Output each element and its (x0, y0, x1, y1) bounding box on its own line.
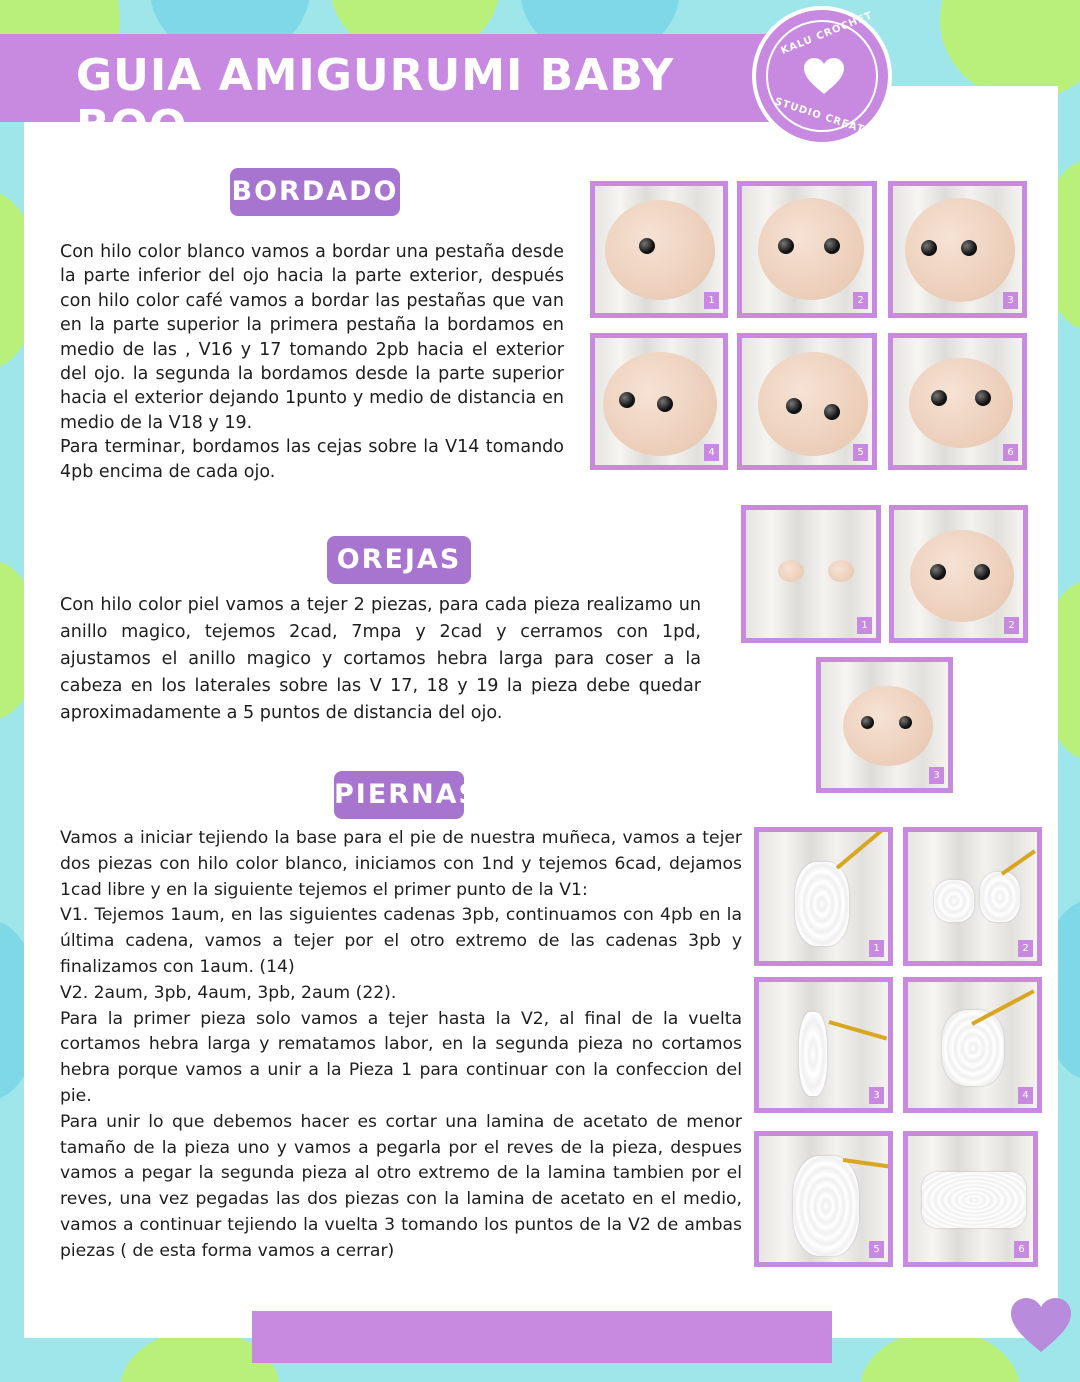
section-heading-piernas: PIERNAS (334, 771, 464, 819)
photo-number: 1 (857, 617, 872, 634)
doll-head (605, 200, 715, 300)
ear-piece (828, 560, 854, 582)
photo-number: 3 (929, 767, 944, 784)
doll-head (843, 686, 933, 766)
crochet-hook (836, 828, 885, 870)
doll-eye (961, 240, 977, 256)
piernas-text (60, 826, 742, 1265)
bordado-photo-6 (888, 333, 1027, 470)
doll-eye (931, 390, 947, 406)
photo-number: 4 (704, 444, 719, 461)
doll-eye (930, 564, 946, 580)
doll-eye (824, 404, 840, 420)
bordado-photo-1 (590, 181, 728, 318)
orejas-text (60, 592, 701, 727)
photo-number: 2 (1004, 617, 1019, 634)
heart-icon (802, 56, 846, 96)
bordado-photo-5 (737, 333, 877, 470)
crochet-sole (934, 880, 974, 922)
bg-dot (940, 0, 1080, 100)
doll-head (910, 530, 1014, 622)
doll-eye (899, 716, 912, 729)
piernas-paragraph: V1. Tejemos 1aum, en las siguientes cadenas 3pb, continuamos con 4pb en la última cadena, vamos a tejer por el otro extremo de las cadenas 3pb y finalizamos con 1aum. (14) (60, 905, 742, 977)
heart-icon (1008, 1294, 1074, 1356)
bordado-photo-4 (590, 333, 728, 470)
doll-eye (824, 238, 840, 254)
crochet-sole (980, 872, 1020, 922)
crochet-hook (971, 989, 1035, 1025)
piernas-photo-4 (903, 977, 1042, 1113)
photo-number: 2 (853, 292, 868, 309)
photo-number: 5 (869, 1241, 884, 1258)
logo-bottom-text: STUDIO CREATIVO (773, 96, 888, 143)
bordado-paragraph: Con hilo color blanco vamos a bordar una pestaña desde la parte inferior del ojo hacia la parte exterior, después con hilo color café vamos a bordar las pestañas que van en la parte superior la primera pestaña la bordamos en medio de las , V16 y 17 tomando 2pb hacia el exterior del ojo. la segunda la bordamos desde la parte superior hacia el exterior dejando 1punto y medio de distancia en medio de la V18 y 19. (60, 242, 564, 433)
crochet-sole (795, 862, 849, 946)
photo-number: 6 (1003, 444, 1018, 461)
doll-head (758, 198, 864, 300)
page-title: GUIA AMIGURUMI BABY BOO (76, 50, 675, 152)
piernas-paragraph: Vamos a iniciar tejiendo la base para el pie de nuestra muñeca, vamos a tejer dos piezas con hilo color blanco, iniciamos con 1nd y tejemos 6cad, dejamos 1cad libre y en la siguiente tejemos el primer punto de la V1: (60, 828, 742, 900)
piernas-photo-1 (754, 827, 893, 966)
piernas-photo-3 (754, 977, 893, 1113)
crochet-hook (1001, 849, 1036, 875)
bordado-photo-2 (737, 181, 877, 318)
orejas-photo-3 (816, 657, 953, 793)
logo-top-text: KALU CROCHET (779, 10, 875, 57)
bordado-text (60, 240, 564, 484)
piernas-paragraph: V2. 2aum, 3pb, 4aum, 3pb, 2aum (22). (60, 982, 397, 1003)
crochet-sole (799, 1012, 827, 1096)
doll-eye (974, 564, 990, 580)
doll-eye (975, 390, 991, 406)
footer-bar (252, 1311, 832, 1363)
photo-number: 3 (1003, 292, 1018, 309)
piernas-photo-2 (903, 827, 1042, 966)
section-heading-orejas: OREJAS (327, 536, 471, 584)
section-heading-bordado: BORDADO (230, 168, 400, 216)
crochet-sole (793, 1156, 859, 1256)
bordado-paragraph: Para terminar, bordamos las cejas sobre la V14 tomando 4pb encima de cada ojo. (60, 437, 564, 482)
photo-number: 3 (869, 1087, 884, 1104)
doll-eye (619, 392, 635, 408)
doll-eye (861, 716, 874, 729)
bordado-photo-3 (888, 181, 1027, 318)
piernas-paragraph: Para la primer pieza solo vamos a tejer hasta la V2, al final de la vuelta cortamos hebra larga y rematamos labor, en la segunda pieza no cortamos hebra porque vamos a unir a la Pieza 1 para continuar con la confeccion del pie. (60, 1008, 742, 1106)
doll-head (758, 352, 868, 456)
ear-piece (778, 560, 804, 582)
orejas-photo-1 (741, 505, 881, 643)
crochet-hook (828, 1020, 887, 1040)
photo-number: 1 (869, 940, 884, 957)
doll-eye (639, 238, 655, 254)
orejas-paragraph: Con hilo color piel vamos a tejer 2 piezas, para cada pieza realizamo un anillo magico, tejemos 2cad, 7mpa y 2cad y cerramos con 1pd, ajustamos el anillo magico y cortamos hebra larga para coser a la cabeza en los laterales sobre las V 17, 18 y 19 la pieza debe quedar aproximadamente a 5 puntos de distancia del ojo. (60, 595, 701, 723)
doll-head (909, 358, 1013, 448)
doll-eye (786, 398, 802, 414)
piernas-paragraph: Para unir lo que debemos hacer es cortar una lamina de acetato de menor tamaño de la pieza uno y vamos a pegarla por el reves de la pieza, despues vamos a pegar la segunda pieza al otro extremo de la lamina tambien por el reves, una vez pegadas las dos piezas con la lamina de acetato en el medio, vamos a continuar tejiendo la vuelta 3 tomando los puntos de la V2 de ambas piezas ( de esta forma vamos a cerrar) (60, 1111, 742, 1261)
photo-number: 1 (704, 292, 719, 309)
piernas-photo-6 (903, 1131, 1038, 1267)
brand-logo (752, 6, 892, 146)
photo-number: 2 (1018, 940, 1033, 957)
doll-eye (921, 240, 937, 256)
photo-number: 6 (1014, 1241, 1029, 1258)
photo-number: 5 (853, 444, 868, 461)
photo-number: 4 (1018, 1087, 1033, 1104)
doll-eye (657, 396, 673, 412)
crochet-shoe (922, 1172, 1026, 1228)
orejas-photo-2 (889, 505, 1028, 643)
doll-eye (778, 238, 794, 254)
piernas-photo-5 (754, 1131, 893, 1267)
